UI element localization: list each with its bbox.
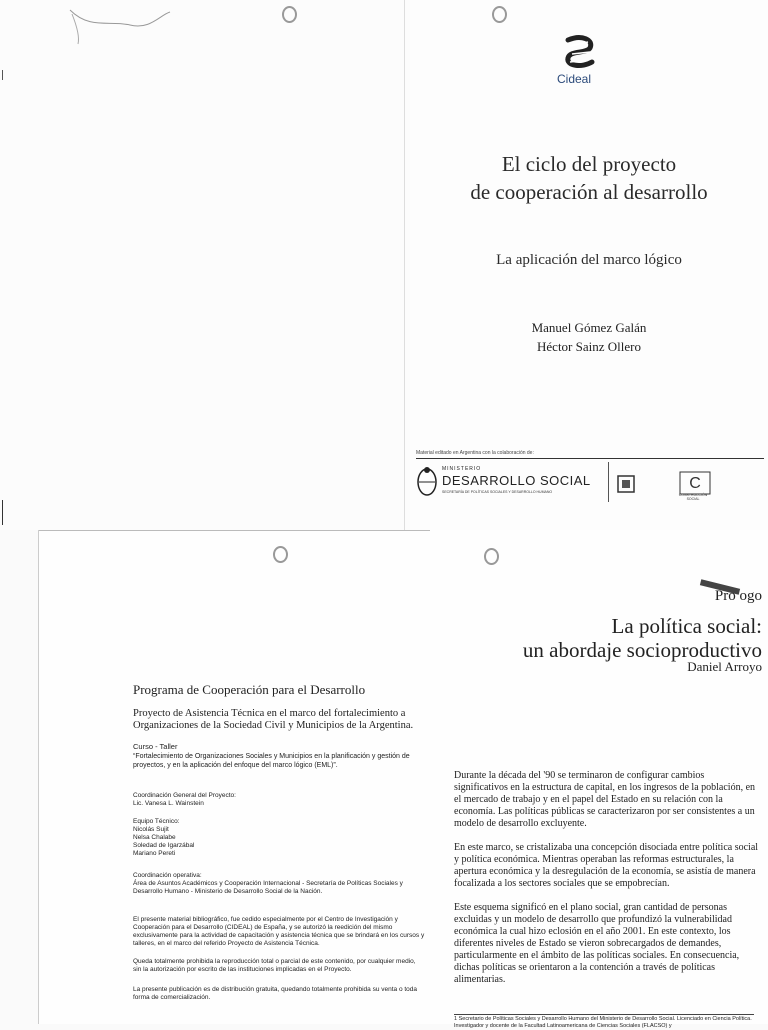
- logo-label: Cideal: [557, 72, 592, 86]
- course-text: “Fortalecimiento de Organizaciones Sociales y Municipios en la planificación y gestión de proyectos, y en la aplicación del enfoque del marco lógico (EML)”.: [133, 753, 410, 769]
- argentina-seal-icon: [416, 465, 438, 497]
- license-paragraph: El presente material bibliográfico, fue cedido especialmente por el Centro de Investigación y Cooperación para el Desarrollo (CIDEAL) de España, y se autorizó la reedición del mismo exclusivamente para la actividad de capacitación y asistencia técnica que se brindará en los cursos y talleres, en el marco del referido Proyecto de Asistencia Técnica.: [133, 916, 425, 947]
- book-title: El ciclo del proyecto de cooperación al desarrollo: [470, 152, 708, 204]
- spain-crest-icon: [615, 473, 637, 495]
- ministry-name: DESARROLLO SOCIAL: [442, 473, 591, 488]
- prologue-author: Daniel Arroyo: [687, 659, 762, 674]
- punch-hole: [492, 6, 507, 23]
- book-subtitle: La aplicación del marco lógico: [496, 252, 682, 268]
- author-name: Manuel Gómez Galán: [531, 320, 647, 335]
- scan-mark: [2, 500, 3, 525]
- team-block: Equipo Técnico: Nicolás Sujit Nelsa Chalabe Soledad de Igarzábal Mariano Pereti: [133, 818, 195, 857]
- prologue-label: Pro ogo: [714, 588, 762, 604]
- cover-page: [410, 0, 768, 530]
- divider: [416, 458, 764, 459]
- collab-note: Material editado en Argentina con la colaboración de:: [416, 450, 534, 456]
- prohibition-paragraph: Queda totalmente prohibida la reproducción total o parcial de este contenido, por cualquier medio, sin la autorización por escrito de las instituciones implicadas en el Proyecto.: [133, 958, 416, 973]
- blank-page: [0, 0, 410, 530]
- program-title: Programa de Cooperación para el Desarrollo: [133, 682, 366, 697]
- svg-text:C: C: [689, 475, 701, 492]
- course-label: Curso - Taller: [133, 742, 178, 751]
- footnote: 1 Secretario de Políticas Sociales y Desarrollo Humano del Ministerio de Desarrollo Social. Licenciado en Ciencia Política. Investigador y docente de la Facultad Latinoamericana de Ciencias Sociales (FLACSO) y: [454, 1016, 752, 1029]
- book-authors: [410, 318, 768, 356]
- scan-mark: [2, 70, 3, 80]
- credits-page: [38, 530, 431, 1024]
- punch-hole: [484, 548, 499, 565]
- prologue-page: [430, 530, 768, 1029]
- punch-hole: [282, 6, 297, 23]
- body-paragraph: Durante la década del '90 se terminaron de configurar cambios significativos en la estructura de capital, en los ingresos de la población, en el mercado de trabajo y en el papel del Estado en su relación con la economía. Las políticas públicas se caracterizaron por ser consistentes a un modelo de desarrollo excluyente.: [454, 770, 756, 829]
- ministry-subtitle: SECRETARÍA DE POLÍTICAS SOCIALES Y DESARROLLO HUMANO: [442, 490, 553, 494]
- page-gutter: [404, 0, 405, 530]
- footnote-divider: [454, 1014, 754, 1015]
- logo-caption: CONSTRUCCIÓN SOCIAL: [678, 493, 708, 501]
- distribution-paragraph: La presente publicación es de distribución gratuita, quedando totalmente prohibida su venta o toda forma de comercialización.: [133, 986, 418, 1001]
- punch-hole: [273, 546, 288, 563]
- body-paragraph: Este esquema significó en el plano social, gran cantidad de personas excluidas y un modelo de desarrollo que profundizó la vulnerabilidad económica la cual hizo eclosión en el año 2001. En este contexto, los diferentes niveles de Estado se vieron sobrecargados de demandes, particularmente en el ámbito de las políticas sociales. En consecuencia, dichas políticas se orientaron a la contención a través de políticas alimentarias.: [454, 902, 740, 985]
- page-edge: [39, 530, 431, 531]
- author-name: Héctor Sainz Ollero: [537, 339, 641, 354]
- divider: [608, 462, 609, 502]
- ministry-label: MINISTERIO: [442, 466, 482, 472]
- body-paragraph: En este marco, se cristalizaba una concepción disociada entre política social y política económica. Mientras operaban las reformas estructurales, la apertura económica y la desregulación de la economía, se asistía de manera focalizada a los sectores sociales que se empobrecían.: [454, 842, 759, 889]
- prologue-title: La política social: un abordaje socioproductivo: [522, 614, 762, 662]
- coordination-block: Coordinación General del Proyecto: Lic. Vanesa L. Wainstein: [133, 792, 236, 807]
- program-subtitle: Proyecto de Asistencia Técnica en el marco del fortalecimiento a Organizaciones de la Sociedad Civil y Municipios de la Argentina.: [133, 708, 414, 731]
- operational-block: Coordinación operativa: Área de Asuntos Académicos y Cooperación Internacional - Secretaría de Políticas Sociales y Desarrollo Humano - Ministerio de Desarrollo Social de la Nación.: [133, 872, 403, 895]
- pen-scribble: [60, 0, 180, 50]
